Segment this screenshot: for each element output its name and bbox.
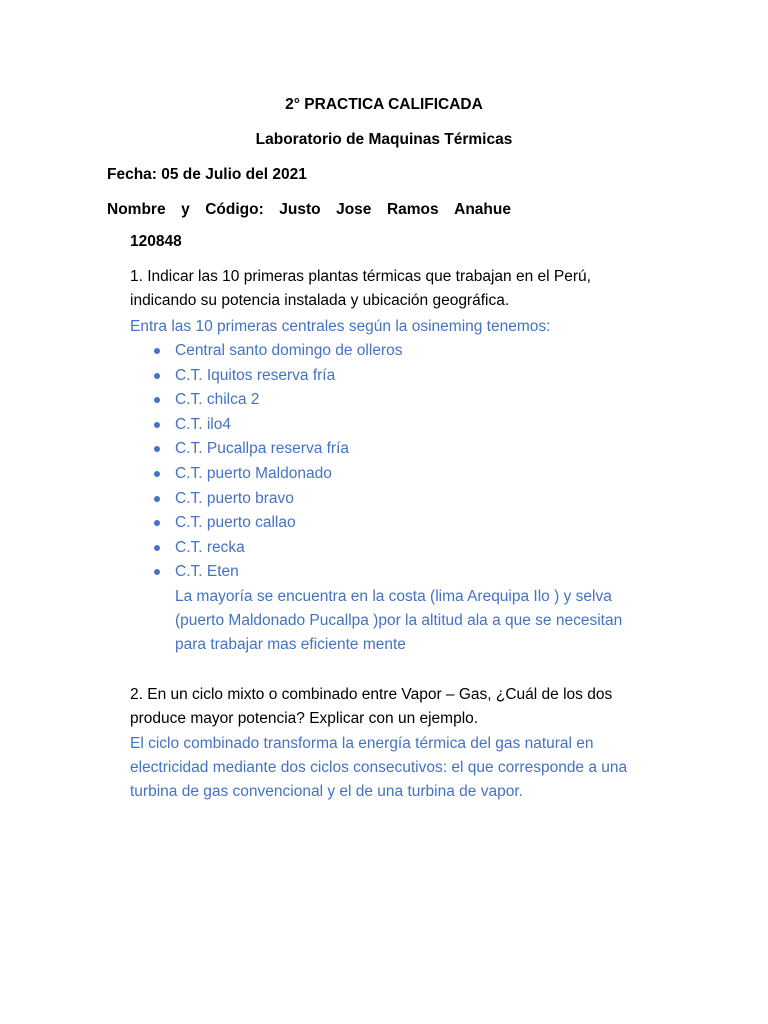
bullet-icon — [154, 397, 160, 403]
question-1-line-2: indicando su potencia instalada y ubicación geográfica. — [130, 292, 510, 309]
list-item-text: C.T. chilca 2 — [175, 391, 260, 409]
name-word: Nombre — [107, 201, 166, 218]
name-word: Jose — [336, 201, 372, 218]
list-item-text: C.T. recka — [175, 538, 245, 556]
name-word: Anahue — [454, 201, 511, 218]
answer-1-note-line-2: (puerto Maldonado Pucallpa )por la altitud ala a que se necesitan — [175, 612, 623, 629]
question-2-line-1: 2. En un ciclo mixto o combinado entre Vapor – Gas, ¿Cuál de los dos — [130, 686, 613, 703]
student-code: 120848 — [130, 233, 182, 250]
name-word: Ramos — [386, 201, 439, 218]
bullet-icon — [154, 348, 160, 354]
bullet-icon — [154, 545, 160, 551]
answer-1-note-line-1: La mayoría se encuentra en la costa (lima Arequipa Ilo ) y selva — [175, 588, 612, 605]
list-item-text: C.T. puerto bravo — [175, 489, 294, 507]
document-subtitle: Laboratorio de Maquinas Térmicas — [255, 131, 513, 148]
list-item-text: C.T. Eten — [175, 563, 239, 581]
answer-1-intro: Entra las 10 primeras centrales según la osineming tenemos: — [130, 318, 551, 335]
bullet-icon — [154, 520, 160, 526]
name-word: Justo — [279, 201, 321, 218]
list-item-text: C.T. puerto Maldonado — [175, 464, 332, 482]
bullet-icon — [154, 446, 160, 452]
question-2-line-2: produce mayor potencia? Explicar con un ejemplo. — [130, 710, 479, 727]
list-item-text: C.T. Pucallpa reserva fría — [175, 440, 350, 458]
answer-1-note-line-3: para trabajar mas eficiente mente — [175, 636, 406, 653]
bullet-icon — [154, 373, 160, 379]
list-item-text: C.T. Iquitos reserva fría — [175, 366, 336, 384]
answer-2-line-2: electricidad mediante dos ciclos consecutivos: el que corresponde a una — [130, 759, 628, 776]
list-item-text: C.T. ilo4 — [175, 415, 231, 433]
date-line: Fecha: 05 de Julio del 2021 — [107, 166, 307, 183]
list-item-text: C.T. puerto callao — [175, 514, 296, 532]
list-item-text: Central santo domingo de olleros — [175, 342, 403, 359]
bullet-icon — [154, 496, 160, 502]
document-title: 2° PRACTICA CALIFICADA — [285, 96, 483, 113]
bullet-icon — [154, 471, 160, 477]
bullet-icon — [154, 569, 160, 575]
name-line — [107, 200, 511, 220]
name-word: y — [181, 201, 190, 218]
answer-2-line-1: El ciclo combinado transforma la energía térmica del gas natural en — [130, 735, 594, 752]
bullet-icon — [154, 422, 160, 428]
name-word: Código: — [205, 201, 264, 218]
question-1-line-1: 1. Indicar las 10 primeras plantas térmicas que trabajan en el Perú, — [130, 268, 591, 285]
answer-2-line-3: turbina de gas convencional y el de una turbina de vapor. — [130, 783, 523, 800]
